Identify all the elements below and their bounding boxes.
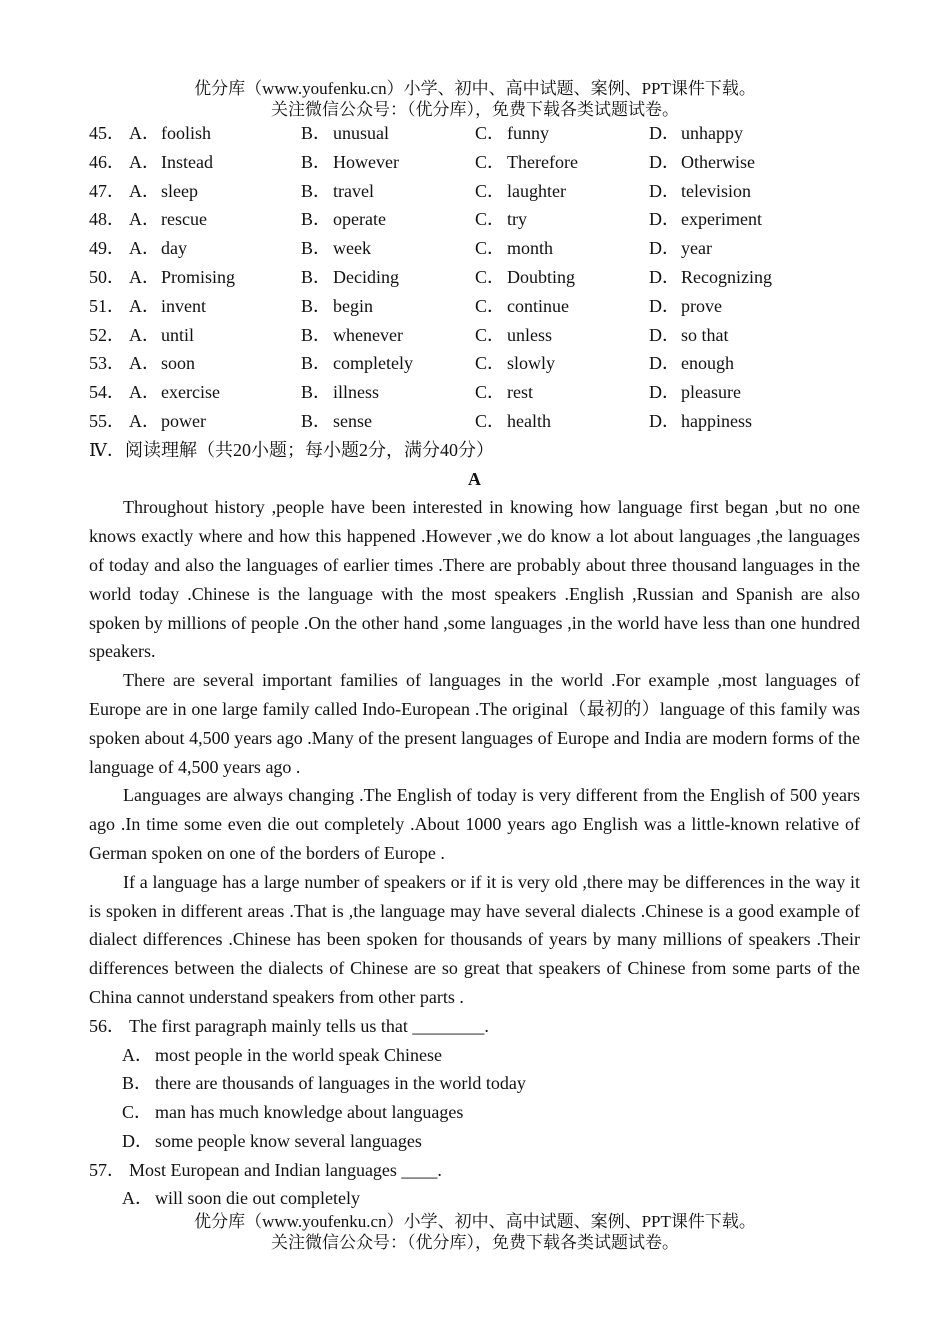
option-letter: A．: [129, 295, 160, 316]
option-letter: A．: [129, 353, 160, 374]
option-a: [129, 321, 301, 350]
option-letter: D．: [649, 151, 680, 172]
question-number: 56．: [89, 1015, 125, 1036]
passage-title: A: [468, 468, 481, 489]
option-c: [475, 263, 649, 292]
cloze-row: [89, 378, 860, 407]
question-number: 54．: [89, 382, 125, 403]
option-d: [649, 234, 829, 263]
option-letter: B．: [301, 266, 332, 287]
option-b: [301, 378, 475, 407]
option-text: funny: [507, 123, 549, 143]
answer-choice: [89, 1041, 860, 1070]
choice-letter: A．: [122, 1188, 153, 1209]
cloze-row: [89, 177, 860, 206]
option-text: try: [507, 209, 527, 230]
option-d: [649, 205, 829, 234]
option-letter: D．: [649, 324, 680, 345]
choice-text: most people in the world speak Chinese: [155, 1044, 442, 1065]
option-text: Recognizing: [681, 266, 772, 287]
option-text: unless: [507, 324, 552, 345]
question-stem: [89, 1156, 860, 1185]
option-letter: D．: [649, 180, 680, 201]
option-text: month: [507, 238, 554, 259]
option-d: [649, 321, 829, 350]
option-letter: A．: [129, 266, 160, 287]
option-text: health: [507, 410, 551, 431]
cloze-row: [89, 148, 860, 177]
question-number: 48．: [89, 209, 125, 230]
option-c: [475, 234, 649, 263]
answer-choice: [89, 1127, 860, 1156]
option-a: [129, 177, 301, 206]
option-text: foolish: [161, 123, 212, 143]
cloze-row: [89, 349, 860, 378]
option-letter: D．: [649, 123, 680, 143]
option-letter: A．: [129, 410, 160, 431]
option-a: [129, 234, 301, 263]
option-text: begin: [333, 295, 373, 316]
option-a: [129, 148, 301, 177]
option-text: exercise: [161, 382, 220, 403]
answer-choice: [89, 1069, 860, 1098]
option-text: unusual: [333, 123, 389, 143]
option-letter: C．: [475, 238, 506, 259]
option-letter: B．: [301, 295, 332, 316]
option-text: However: [333, 151, 399, 172]
option-letter: B．: [301, 382, 332, 403]
option-letter: A．: [129, 180, 160, 201]
option-letter: A．: [129, 151, 160, 172]
option-c: [475, 119, 649, 148]
option-text: Otherwise: [681, 151, 755, 172]
option-letter: B．: [301, 209, 332, 230]
option-text: rescue: [161, 209, 207, 230]
cloze-row: [89, 321, 860, 350]
footer-line-2: 关注微信公众号：（优分库），免费下载各类试题试卷。: [271, 1233, 679, 1252]
option-c: [475, 292, 649, 321]
option-d: [649, 148, 829, 177]
option-b: [301, 148, 475, 177]
exam-content: [89, 119, 860, 1213]
option-b: [301, 321, 475, 350]
choice-letter: C．: [122, 1102, 153, 1123]
option-text: week: [333, 238, 371, 259]
question-text: Most European and Indian languages ____.: [129, 1159, 442, 1180]
option-text: unhappy: [681, 123, 743, 143]
header-line-1: 优分库（www.youfenku.cn）小学、初中、高中试题、案例、PPT课件下载。: [194, 79, 756, 98]
option-letter: C．: [475, 324, 506, 345]
option-letter: D．: [649, 295, 680, 316]
option-d: [649, 177, 829, 206]
option-text: prove: [681, 295, 722, 316]
option-letter: B．: [301, 238, 332, 259]
section-heading: Ⅳ．阅读理解（共20小题；每小题2分，满分40分）: [89, 439, 494, 460]
option-text: completely: [333, 353, 413, 374]
footer-line-1: 优分库（www.youfenku.cn）小学、初中、高中试题、案例、PPT课件下载。: [194, 1212, 756, 1231]
option-letter: D．: [649, 353, 680, 374]
option-text: television: [681, 180, 751, 201]
option-c: [475, 407, 649, 436]
choice-text: will soon die out completely: [155, 1188, 360, 1209]
option-letter: A．: [129, 382, 160, 403]
option-text: invent: [161, 295, 206, 316]
cloze-row: [89, 263, 860, 292]
answer-choice: [89, 1098, 860, 1127]
option-letter: C．: [475, 180, 506, 201]
choice-letter: B．: [122, 1073, 153, 1094]
option-c: [475, 378, 649, 407]
choice-text: there are thousands of languages in the world today: [155, 1073, 526, 1094]
option-letter: C．: [475, 353, 506, 374]
option-letter: D．: [649, 382, 680, 403]
question-text: The first paragraph mainly tells us that ________.: [129, 1015, 489, 1036]
option-c: [475, 349, 649, 378]
option-letter: C．: [475, 151, 506, 172]
question-number: 55．: [89, 410, 125, 431]
passage-paragraph: There are several important families of languages in the world .For example ,most languages of Europe are in one large family called Indo-European .The original（最初的）language of this family was spoken about 4,500 years ago .Many of the present languages of Europe and India are modern forms of the language of 4,500 years ago .: [89, 670, 860, 777]
cloze-row: [89, 119, 860, 148]
option-text: operate: [333, 209, 386, 230]
option-d: [649, 378, 829, 407]
option-letter: C．: [475, 123, 506, 143]
option-a: [129, 349, 301, 378]
page-footer: [0, 1211, 950, 1253]
passage-paragraph: If a language has a large number of speakers or if it is very old ,there may be differences in the way it is spoken in different areas .That is ,the language may have several dialects .Chinese is a good example of dialect differences .Chinese has been spoken for thousands of years by many millions of speakers .Their differences between the dialects of Chinese are so great that speakers of Chinese from some parts of the China cannot understand speakers from other parts .: [89, 871, 860, 1007]
option-text: day: [161, 238, 187, 259]
option-letter: A．: [129, 238, 160, 259]
option-text: Deciding: [333, 266, 399, 287]
cloze-row: [89, 205, 860, 234]
cloze-row: [89, 407, 860, 436]
passage-paragraph: Throughout history ,people have been interested in knowing how language first began ,but no one knows exactly where and how this happened .However ,we do know a lot about languages ,the languages of today and also the languages of earlier times .There are probably about three thousand languages in the world today .Chinese is the language with the most speakers .English ,Russian and Spanish are also spoken by millions of people .On the other hand ,some languages ,in the world have less than one hundred speakers.: [89, 497, 860, 662]
question-number: 45．: [89, 123, 125, 143]
cloze-row: [89, 234, 860, 263]
option-c: [475, 205, 649, 234]
option-text: experiment: [681, 209, 762, 230]
question-stem: [89, 1012, 860, 1041]
option-letter: A．: [129, 324, 160, 345]
question-number: 52．: [89, 324, 125, 345]
question-number: 53．: [89, 353, 125, 374]
option-b: [301, 119, 475, 148]
option-d: [649, 349, 829, 378]
option-a: [129, 205, 301, 234]
question-number: 50．: [89, 266, 125, 287]
option-a: [129, 407, 301, 436]
option-letter: D．: [649, 209, 680, 230]
option-text: happiness: [681, 410, 752, 431]
option-letter: B．: [301, 151, 332, 172]
option-letter: C．: [475, 382, 506, 403]
option-letter: B．: [301, 324, 332, 345]
option-d: [649, 407, 829, 436]
option-d: [649, 119, 829, 148]
question-list: [89, 1012, 860, 1214]
option-c: [475, 148, 649, 177]
choice-letter: D．: [122, 1130, 153, 1151]
option-text: rest: [507, 382, 533, 403]
option-b: [301, 234, 475, 263]
option-b: [301, 292, 475, 321]
option-text: soon: [161, 353, 196, 374]
cloze-options-table: [89, 119, 860, 436]
option-text: laughter: [507, 180, 566, 201]
option-c: [475, 321, 649, 350]
answer-choice: [89, 1184, 860, 1213]
option-letter: C．: [475, 209, 506, 230]
option-text: Doubting: [507, 266, 576, 287]
option-text: Instead: [161, 151, 213, 172]
question-number: 46．: [89, 151, 125, 172]
option-letter: B．: [301, 353, 332, 374]
option-letter: B．: [301, 123, 332, 143]
option-b: [301, 263, 475, 292]
option-c: [475, 177, 649, 206]
option-text: travel: [333, 180, 374, 201]
option-text: until: [161, 324, 195, 345]
option-text: continue: [507, 295, 569, 316]
option-text: enough: [681, 353, 734, 374]
question-number: 47．: [89, 180, 125, 201]
option-text: Promising: [161, 266, 236, 287]
option-b: [301, 407, 475, 436]
option-b: [301, 349, 475, 378]
option-a: [129, 119, 301, 148]
option-b: [301, 205, 475, 234]
choice-letter: A．: [122, 1044, 153, 1065]
option-letter: C．: [475, 266, 506, 287]
page-header: [0, 78, 950, 120]
option-b: [301, 177, 475, 206]
option-d: [649, 263, 829, 292]
option-d: [649, 292, 829, 321]
option-letter: A．: [129, 123, 160, 143]
option-letter: D．: [649, 238, 680, 259]
option-a: [129, 378, 301, 407]
option-letter: D．: [649, 410, 680, 431]
choice-text: some people know several languages: [155, 1130, 422, 1151]
option-text: sleep: [161, 180, 198, 201]
header-line-2: 关注微信公众号：（优分库），免费下载各类试题试卷。: [271, 100, 679, 119]
option-letter: A．: [129, 209, 160, 230]
option-letter: D．: [649, 266, 680, 287]
reading-passage: [89, 493, 860, 1011]
option-letter: C．: [475, 410, 506, 431]
option-text: pleasure: [681, 382, 741, 403]
option-letter: C．: [475, 295, 506, 316]
option-text: illness: [333, 382, 380, 403]
option-text: year: [681, 238, 712, 259]
option-text: whenever: [333, 324, 403, 345]
option-letter: B．: [301, 410, 332, 431]
option-text: slowly: [507, 353, 556, 374]
question-number: 57．: [89, 1159, 125, 1180]
option-text: power: [161, 410, 206, 431]
option-a: [129, 292, 301, 321]
option-text: Therefore: [507, 151, 578, 172]
question-number: 49．: [89, 238, 125, 259]
option-letter: B．: [301, 180, 332, 201]
passage-paragraph: Languages are always changing .The English of today is very different from the English of 500 years ago .In time some even die out completely .About 1000 years ago English was a little-known relative of German spoken on one of the borders of Europe .: [89, 785, 860, 863]
option-a: [129, 263, 301, 292]
option-text: so that: [681, 324, 729, 345]
choice-text: man has much knowledge about languages: [155, 1102, 464, 1123]
question-number: 51．: [89, 295, 125, 316]
option-text: sense: [333, 410, 372, 431]
cloze-row: [89, 292, 860, 321]
